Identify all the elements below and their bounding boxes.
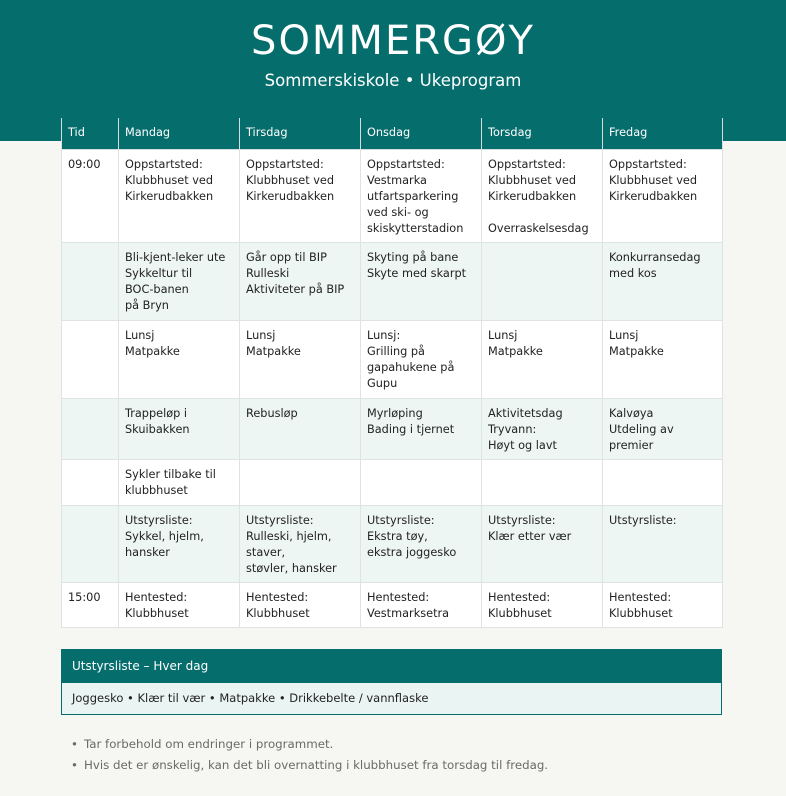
schedule-cell: Utstyrsliste: Rulleski, hjelm, staver, støvler, hansker xyxy=(240,505,361,582)
schedule-cell: Hentested: Klubbhuset xyxy=(482,582,603,627)
column-header-tuesday: Tirsdag xyxy=(240,118,361,149)
time-cell xyxy=(62,459,119,505)
schedule-cell: Aktivitetsdag Tryvann: Høyt og lavt xyxy=(482,398,603,459)
schedule-cell: Oppstartsted: Vestmarka utfartsparkering ved ski- og skiskytterstadion xyxy=(361,149,482,242)
schedule-cell: Myrløping Bading i tjernet xyxy=(361,398,482,459)
schedule-cell: Utstyrsliste: Klær etter vær xyxy=(482,505,603,582)
schedule-cell: Lunsj Matpakke xyxy=(240,320,361,398)
column-header-wednesday: Onsdag xyxy=(361,118,482,149)
time-cell xyxy=(62,505,119,582)
note-item: • Hvis det er ønskelig, kan det bli overnatting i klubbhuset fra torsdag til fredag. xyxy=(71,755,548,776)
page-subtitle: Sommerskiskole • Ukeprogram xyxy=(264,71,522,90)
schedule-cell xyxy=(482,242,603,320)
table-row xyxy=(62,398,723,459)
table-row xyxy=(62,459,723,505)
schedule-cell: Lunsj Matpakke xyxy=(119,320,240,398)
table-row xyxy=(62,505,723,582)
time-cell xyxy=(62,398,119,459)
table-row xyxy=(62,320,723,398)
column-header-thursday: Torsdag xyxy=(482,118,603,149)
time-cell: 15:00 xyxy=(62,582,119,627)
table-row xyxy=(62,149,723,242)
schedule-header-row xyxy=(62,118,723,149)
time-cell: 09:00 xyxy=(62,149,119,242)
equipment-heading: Utstyrsliste – Hver dag xyxy=(62,650,721,683)
schedule-cell xyxy=(482,459,603,505)
schedule-cell: Oppstartsted: Klubbhuset ved Kirkerudbakken xyxy=(240,149,361,242)
schedule-cell xyxy=(361,459,482,505)
schedule-cell: Hentested: Klubbhuset xyxy=(119,582,240,627)
time-cell xyxy=(62,320,119,398)
schedule-cell: Konkurransedag med kos xyxy=(603,242,723,320)
table-row xyxy=(62,242,723,320)
equipment-items: Joggesko • Klær til vær • Matpakke • Drikkebelte / vannflaske xyxy=(72,691,429,705)
schedule-cell: Lunsj Matpakke xyxy=(482,320,603,398)
schedule-cell xyxy=(240,459,361,505)
schedule-cell: Utstyrsliste: Ekstra tøy, ekstra joggesko xyxy=(361,505,482,582)
schedule-table xyxy=(61,118,723,628)
schedule-cell xyxy=(603,459,723,505)
schedule-cell: Går opp til BIP Rulleski Aktiviteter på BIP xyxy=(240,242,361,320)
note-item: • Tar forbehold om endringer i programmet. xyxy=(71,734,548,755)
equipment-box xyxy=(61,649,722,715)
schedule-cell: Trappeløp i Skuibakken xyxy=(119,398,240,459)
schedule-cell: Rebusløp xyxy=(240,398,361,459)
schedule-cell: Utstyrsliste: xyxy=(603,505,723,582)
schedule-cell: Kalvøya Utdeling av premier xyxy=(603,398,723,459)
column-header-time: Tid xyxy=(62,118,119,149)
schedule-cell: Hentested: Klubbhuset xyxy=(240,582,361,627)
column-header-friday: Fredag xyxy=(603,118,723,149)
schedule-cell: Bli-kjent-leker ute Sykkeltur til BOC-banen på Bryn xyxy=(119,242,240,320)
table-row xyxy=(62,582,723,627)
schedule-cell: Hentested: Klubbhuset xyxy=(603,582,723,627)
schedule-cell: Utstyrsliste: Sykkel, hjelm, hansker xyxy=(119,505,240,582)
time-cell xyxy=(62,242,119,320)
schedule-cell: Skyting på bane Skyte med skarpt xyxy=(361,242,482,320)
schedule-cell: Sykler tilbake til klubbhuset xyxy=(119,459,240,505)
schedule-cell: Oppstartsted: Klubbhuset ved Kirkerudbakken Overraskelsesdag xyxy=(482,149,603,242)
column-header-monday: Mandag xyxy=(119,118,240,149)
schedule-cell: Oppstartsted: Klubbhuset ved Kirkerudbakken xyxy=(119,149,240,242)
schedule-cell: Hentested: Vestmarksetra xyxy=(361,582,482,627)
notes-list xyxy=(71,734,548,776)
schedule-cell: Lunsj Matpakke xyxy=(603,320,723,398)
schedule-cell: Oppstartsted: Klubbhuset ved Kirkerudbakken xyxy=(603,149,723,242)
schedule-cell: Lunsj: Grilling på gapahukene på Gupu xyxy=(361,320,482,398)
page-title: SOMMERGØY xyxy=(251,18,535,64)
